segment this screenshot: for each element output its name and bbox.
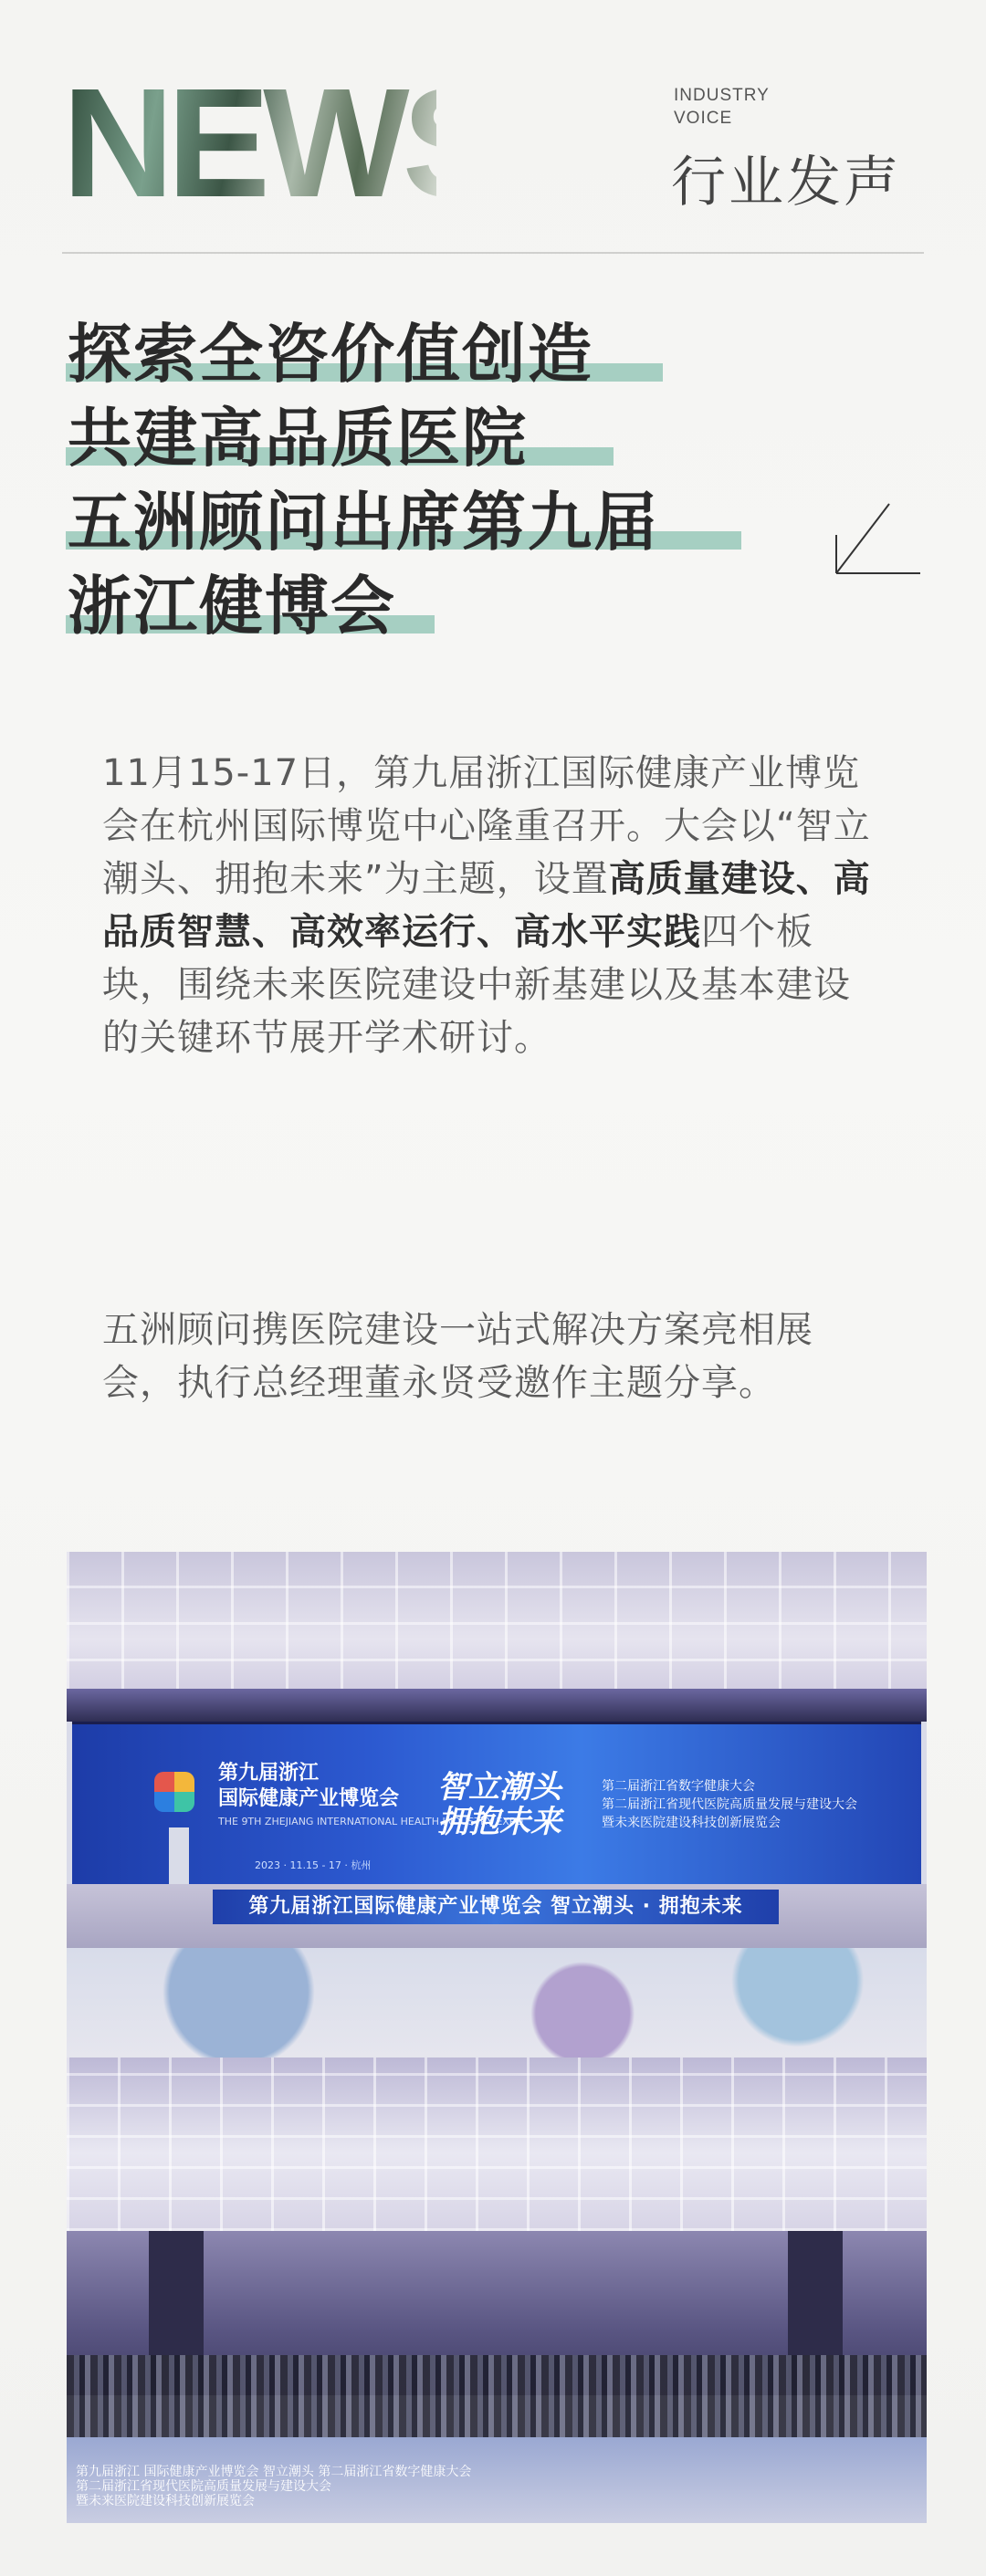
body-text: 四个板块，围绕未来医院建设中新基建以及基本建设的关键环节展开学术研讨。 bbox=[102, 911, 851, 1059]
podium bbox=[169, 1827, 189, 1886]
conference-photo bbox=[67, 1552, 927, 2523]
screen-title-line: 国际健康产业博览会 bbox=[218, 1787, 400, 1810]
floor-banner bbox=[76, 2465, 605, 2510]
title-text: 共建高品质医院 bbox=[68, 401, 528, 476]
news-heading: NEWS bbox=[62, 57, 498, 230]
screen-subevent: 第二届浙江省数字健康大会 bbox=[602, 1779, 755, 1794]
voice-text: VOICE bbox=[674, 109, 733, 128]
ceiling bbox=[67, 1552, 927, 1698]
floor-banner-line: 暨未来医院建设科技创新展览会 bbox=[76, 2494, 255, 2508]
title-line bbox=[68, 312, 659, 396]
screen-theme-line: 拥抱未来 bbox=[437, 1804, 561, 1840]
expo-logo-icon bbox=[154, 1772, 194, 1812]
body-text: 11月15-17日，第九届浙江国际健康产业博览会在杭州国际博览中心隆重召开。大会以“智立潮头、拥抱未来”为主题，设置 bbox=[102, 752, 871, 900]
industry-voice-label bbox=[674, 84, 770, 130]
title-line bbox=[68, 564, 659, 648]
screen-theme-line: 智立潮头 bbox=[437, 1769, 561, 1806]
body-paragraph-1 bbox=[102, 747, 878, 1064]
stage-banner: 第九届浙江国际健康产业博览会 智立潮头 · 拥抱未来 bbox=[213, 1890, 779, 1924]
article-title bbox=[68, 312, 659, 648]
screen-title-en: THE 9TH ZHEJIANG INTERNATIONAL HEALTH INDUSTRY EXPO bbox=[218, 1816, 524, 1827]
section-title-cn: 行业发声 bbox=[671, 151, 901, 215]
screen-date: 2023 · 11.15 - 17 · 杭州 bbox=[255, 1859, 372, 1871]
audience bbox=[67, 2355, 927, 2437]
floor-banner-line: 第九届浙江 国际健康产业博览会 智立潮头 第二届浙江省数字健康大会 bbox=[76, 2465, 472, 2479]
screen-subevents bbox=[602, 1777, 857, 1832]
title-line bbox=[68, 396, 659, 480]
diagonal-arrow-icon bbox=[833, 498, 920, 577]
title-text: 浙江健博会 bbox=[68, 569, 396, 644]
floor-banner-line: 第二届浙江省现代医院高质量发展与建设大会 bbox=[76, 2479, 331, 2494]
title-line bbox=[68, 480, 659, 564]
body-text-emphasis: 高质量建设、高品质智慧、高效率运行、高水平实践 bbox=[102, 858, 871, 953]
screen-subevent: 第二届浙江省现代医院高质量发展与建设大会 bbox=[602, 1797, 857, 1812]
title-text: 探索全咨价值创造 bbox=[68, 317, 593, 392]
stage-lights bbox=[67, 1689, 927, 1722]
header-divider bbox=[62, 252, 924, 254]
screen-subevent: 暨未来医院建设科技创新展览会 bbox=[602, 1816, 781, 1830]
body-paragraph-2: 五洲顾问携医院建设一站式解决方案亮相展会，执行总经理董永贤受邀作主题分享。 bbox=[102, 1309, 813, 1404]
carpet bbox=[67, 1948, 927, 2058]
industry-text: INDUSTRY bbox=[674, 86, 770, 105]
led-screen bbox=[72, 1722, 921, 1890]
title-text: 五洲顾问出席第九届 bbox=[68, 485, 659, 560]
ceiling-reflection bbox=[67, 2058, 927, 2231]
screen-theme bbox=[437, 1770, 561, 1839]
screen-title-line: 第九届浙江 bbox=[218, 1762, 320, 1785]
